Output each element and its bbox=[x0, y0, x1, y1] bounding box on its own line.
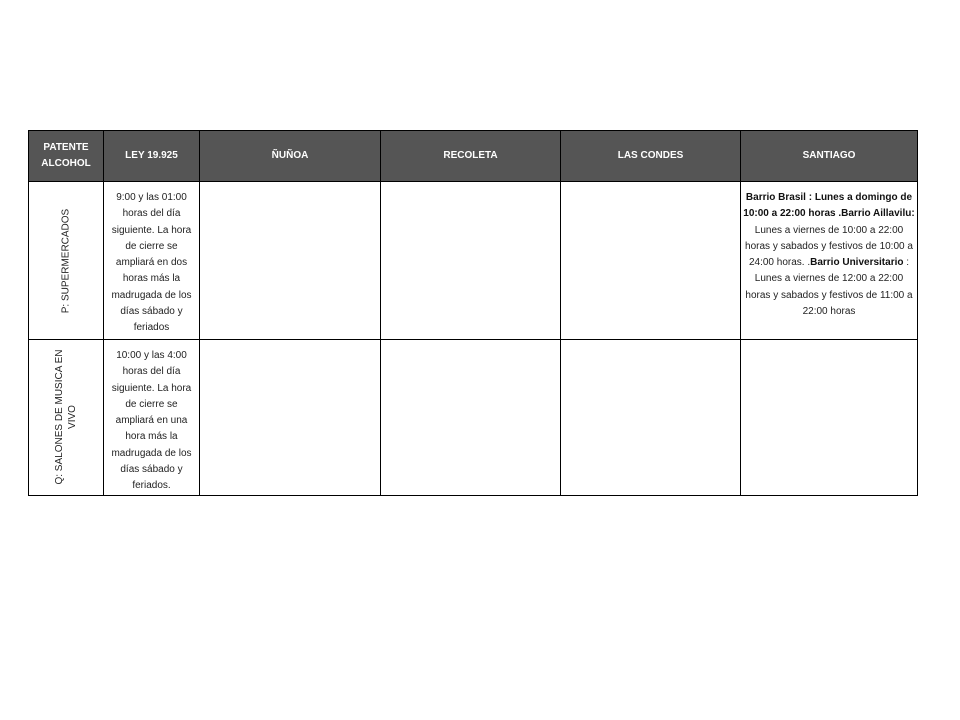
nunoa-cell-supermercados bbox=[200, 182, 381, 340]
barrio-aillavilu-hours: Lunes a viernes de 10:00 a 22:00 horas y sabados y festivos de 10:00 a 24:00 horas. . bbox=[745, 224, 913, 269]
table-row-supermercados bbox=[29, 182, 918, 340]
nunoa-cell-salones-musica bbox=[200, 340, 381, 496]
las-condes-cell-salones-musica bbox=[561, 340, 741, 496]
header-patente-alcohol: PATENTE ALCOHOL bbox=[29, 131, 104, 182]
las-condes-cell-supermercados bbox=[561, 182, 741, 340]
header-row bbox=[29, 131, 918, 182]
ley-cell-salones-musica: 10:00 y las 4:00 horas del día siguiente. La hora de cierre se ampliará en una hora más la madrugada de los días sábado y feriados. bbox=[104, 340, 200, 496]
barrio-brasil-name: Barrio Brasil : bbox=[745, 192, 813, 203]
header-las-condes: LAS CONDES bbox=[561, 131, 741, 182]
row-label-supermercados: P: SUPERMERCADOS bbox=[60, 208, 72, 313]
recoleta-cell-salones-musica bbox=[381, 340, 561, 496]
patentes-table bbox=[28, 130, 918, 496]
recoleta-cell-supermercados bbox=[381, 182, 561, 340]
header-ley: LEY 19.925 bbox=[104, 131, 200, 182]
ley-cell-supermercados: 9:00 y las 01:00 horas del día siguiente. La hora de cierre se ampliará en dos horas más la madrugada de los días sábado y feriados bbox=[104, 182, 200, 340]
barrio-universitario-hours: : Lunes a viernes de 12:00 a 22:00 horas y sabados y festivos de 11:00 a 22:00 horas bbox=[745, 257, 913, 318]
row-label-cell bbox=[29, 182, 104, 340]
santiago-cell-salones-musica bbox=[741, 340, 918, 496]
row-label-cell bbox=[29, 340, 104, 496]
row-label-salones-musica: Q: SALONES DE MUSICA EN VIVO bbox=[54, 349, 78, 485]
santiago-cell-supermercados bbox=[741, 182, 918, 340]
barrio-brasil-hours: Lunes a domingo de 10:00 a 22:00 horas . bbox=[743, 192, 913, 220]
barrio-universitario-name: Barrio Universitario bbox=[810, 257, 904, 269]
header-santiago: SANTIAGO bbox=[741, 131, 918, 182]
table-row-salones-musica bbox=[29, 340, 918, 496]
header-recoleta: RECOLETA bbox=[381, 131, 561, 182]
barrio-aillavilu-name: Barrio Aillavilu: bbox=[841, 208, 915, 220]
header-nunoa: ÑUÑOA bbox=[200, 131, 381, 182]
